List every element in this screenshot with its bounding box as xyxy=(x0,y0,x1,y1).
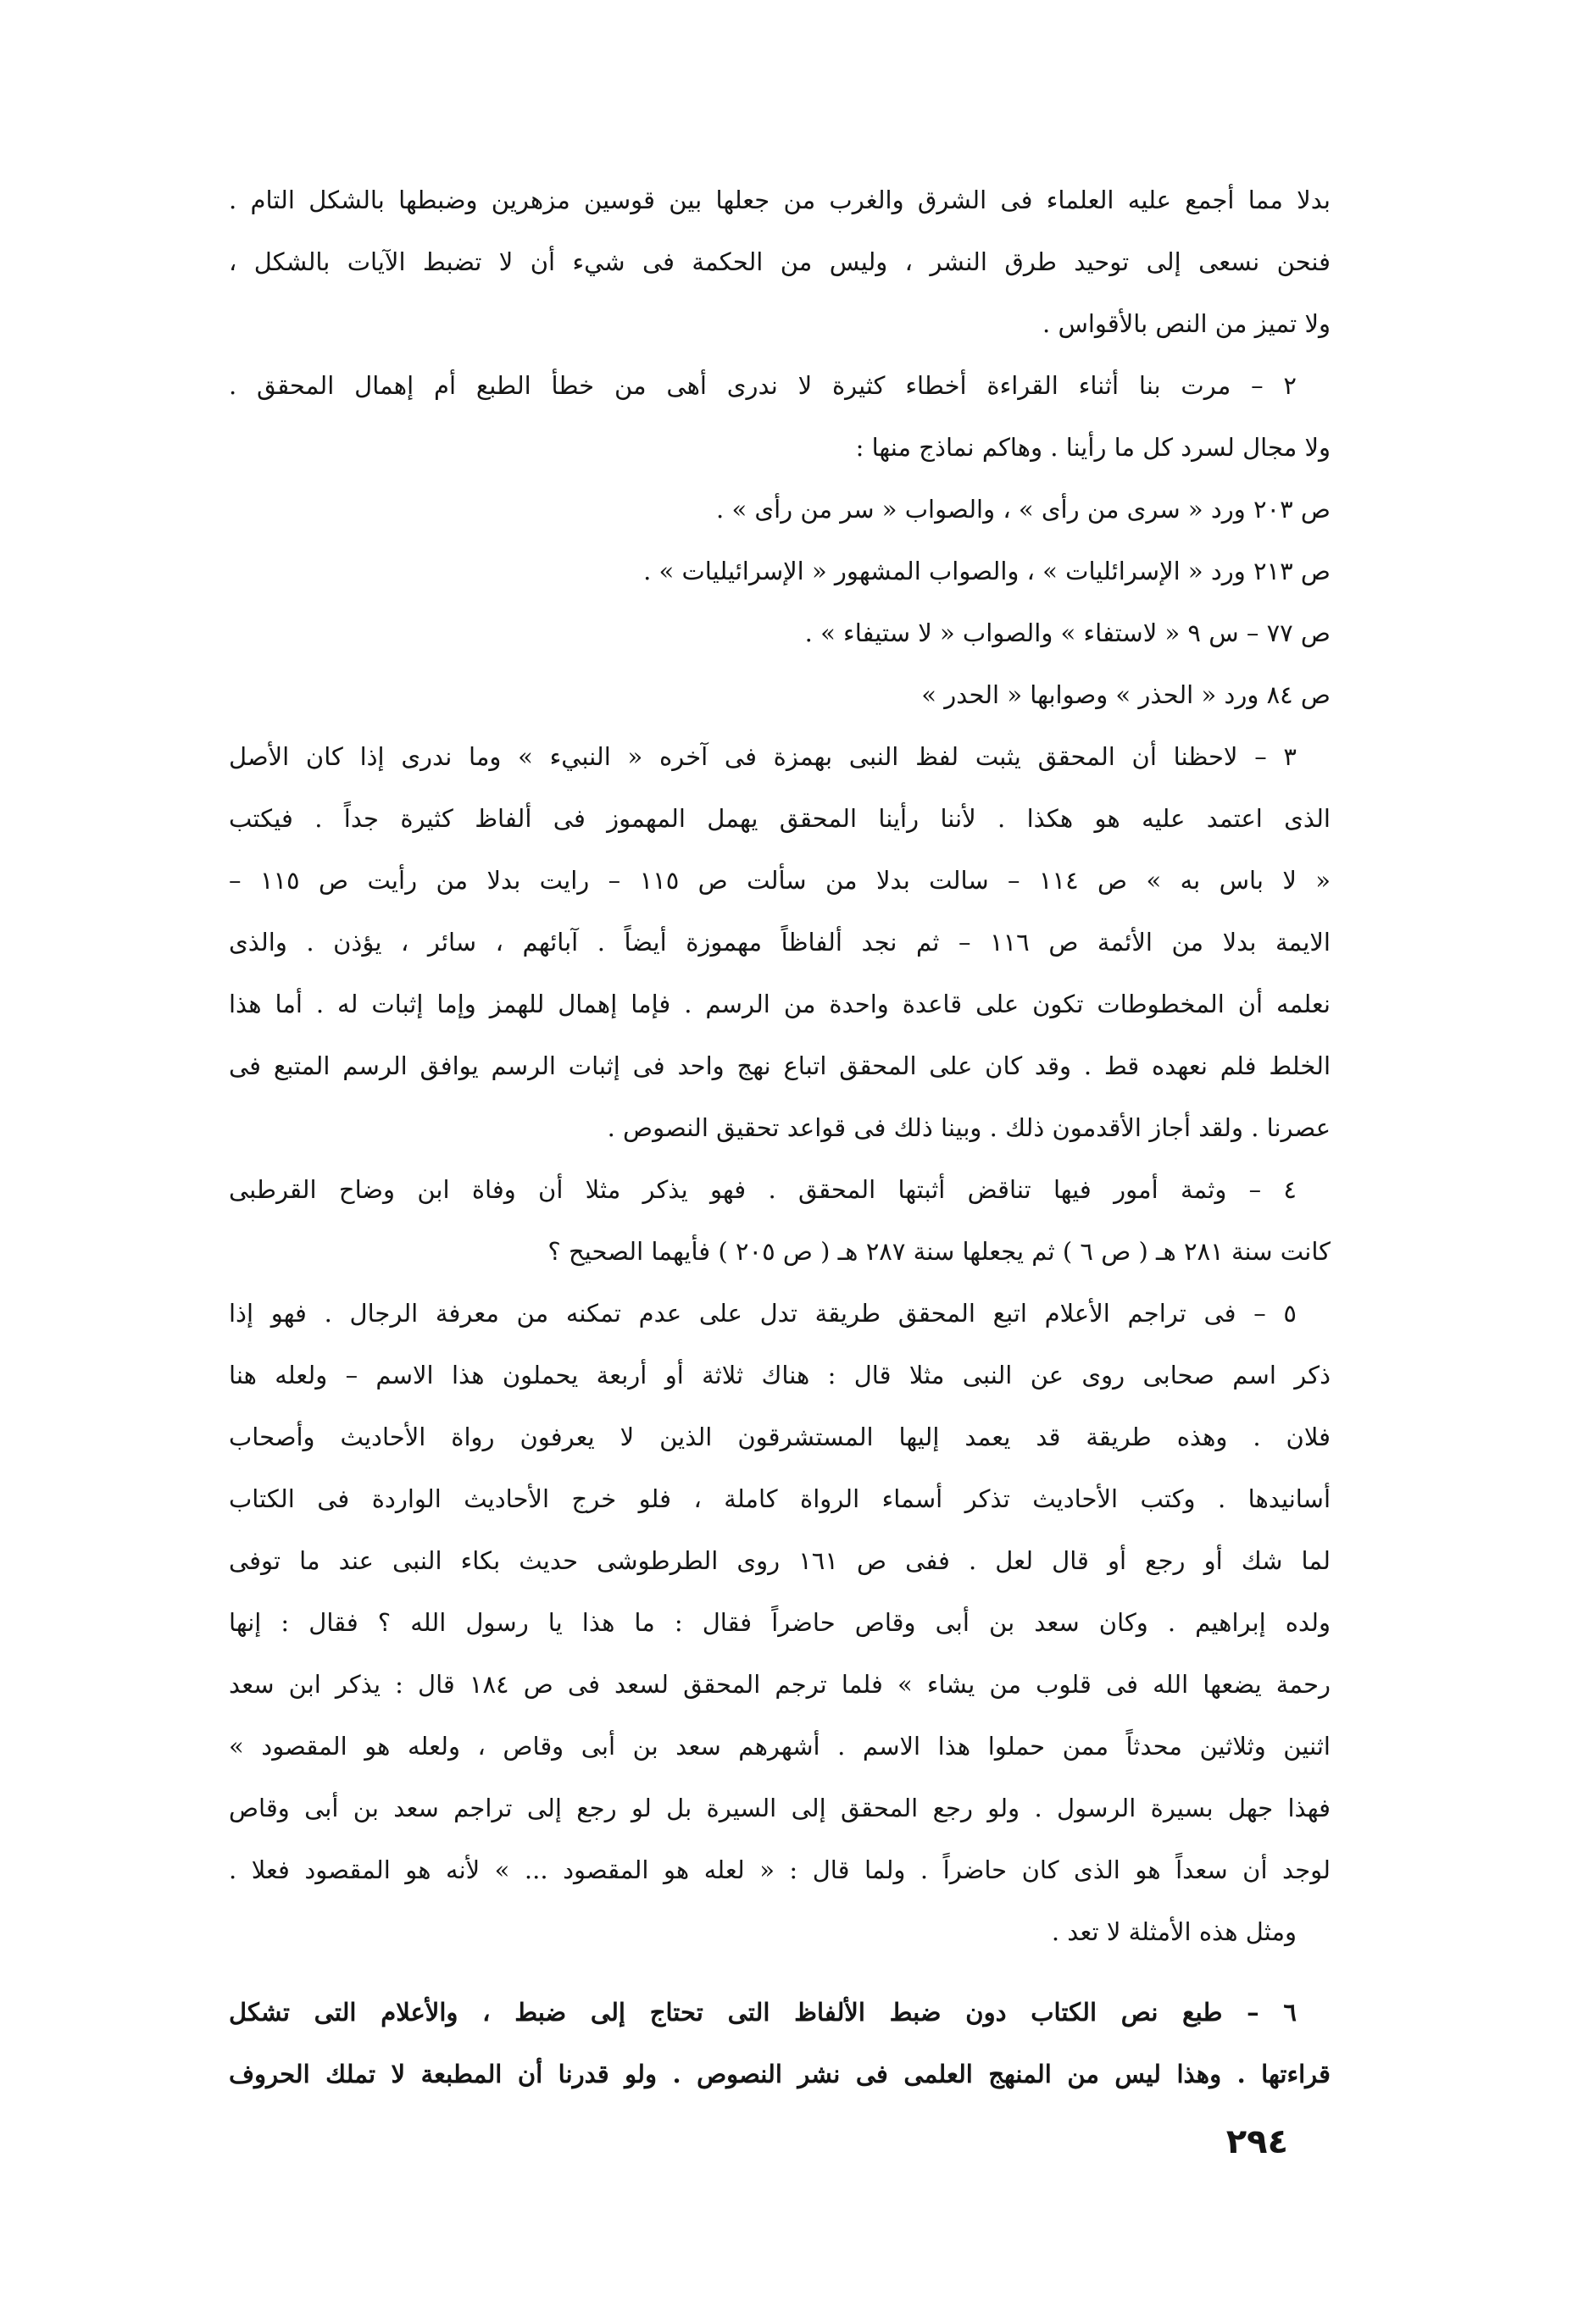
text-line-07: ص ٢١٣ ورد « الإسرائليات » ، والصواب المشهور « الإسرائيليات » . xyxy=(643,557,1331,585)
text-line-02: فنحن نسعى إلى توحيد طرق النشر ، وليس من الحكمة فى شيء أن لا تضبط الآيات بالشكل ، xyxy=(229,247,1331,276)
text-line-14: نعلمه أن المخطوطات تكون على قاعدة واحدة من الرسم . فإما إهمال للهمز وإما إثبات له . أما هذا xyxy=(229,990,1331,1018)
text-line-20: ذكر اسم صحابى روى عن النبى مثلا قال : هناك ثلاثة أو أربعة يحملون هذا الاسم – ولعله هنا xyxy=(229,1361,1331,1389)
text-line-31: قراءتها . وهذا ليس من المنهج العلمى فى نشر النصوص . ولو قدرنا أن المطبعة لا تملك الحروف xyxy=(229,2060,1331,2088)
page-number: ٢٩٤ xyxy=(1225,2122,1288,2161)
text-line-27: فهذا جهل بسيرة الرسول . ولو رجع المحقق إلى السيرة بل لو رجع إلى تراجم سعد بن أبى وقاص xyxy=(229,1794,1331,1822)
text-line-12: « لا باس به » ص ١١٤ – سالت بدلا من سألت ص ١١٥ – رايت بدلا من رأيت ص ١١٥ – xyxy=(229,866,1331,895)
text-line-28: لوجد أن سعداً هو الذى كان حاضراً . ولما قال : « لعله هو المقصود ... » لأنه هو المقصود فعلا . xyxy=(229,1855,1331,1884)
text-line-16: عصرنا . ولقد أجاز الأقدمون ذلك . وبينا ذلك فى قواعد تحقيق النصوص . xyxy=(607,1113,1331,1142)
text-line-10: ٣ – لاحظنا أن المحقق يثبت لفظ النبى بهمزة فى آخره « النبيء » وما ندرى إذا كان الأصل xyxy=(229,742,1297,771)
text-line-30: ٦ – طبع نص الكتاب دون ضبط الألفاظ التى تحتاج إلى ضبط ، والأعلام التى تشكل xyxy=(229,1998,1297,2027)
text-line-13: الايمة بدلا من الأئمة ص ١١٦ – ثم نجد ألفاظاً مهموزة أيضاً . آبائهم ، سائر ، يؤذن . والذى xyxy=(229,928,1331,957)
text-line-08: ص ٧٧ – س ٩ « لاستفاء » والصواب « لا ستيفاء » . xyxy=(804,618,1331,647)
text-line-25: رحمة يضعها الله فى قلوب من يشاء » فلما ترجم المحقق لسعد فى ص ١٨٤ قال : يذكر ابن سعد xyxy=(229,1670,1331,1699)
text-line-05: ولا مجال لسرد كل ما رأينا . وهاكم نماذج منها : xyxy=(855,433,1331,462)
text-line-19: ٥ – فى تراجم الأعلام اتبع المحقق طريقة تدل على عدم تمكنه من معرفة الرجال . فهو إذا xyxy=(229,1299,1297,1328)
text-line-21: فلان . وهذه طريقة قد يعمد إليها المستشرقون الذين لا يعرفون رواة الأحاديث وأصحاب xyxy=(229,1423,1331,1451)
text-line-09: ص ٨٤ ورد « الحذر » وصوابها « الحدر » xyxy=(921,680,1331,709)
body-text xyxy=(229,169,1331,2105)
text-line-24: ولده إبراهيم . وكان سعد بن أبى وقاص حاضراً فقال : ما هذا يا رسول الله ؟ فقال : إنها xyxy=(229,1608,1331,1637)
text-line-06: ص ٢٠٣ ورد « سرى من رأى » ، والصواب « سر من رأى » . xyxy=(716,495,1331,524)
text-line-11: الذى اعتمد عليه هو هكذا . لأننا رأينا المحقق يهمل المهموز فى ألفاظ كثيرة جداً . فيكتب xyxy=(229,804,1331,833)
text-line-17: ٤ – وثمة أمور فيها تناقض أثبتها المحقق . فهو يذكر مثلا أن وفاة ابن وضاح القرطبى xyxy=(229,1175,1297,1204)
text-line-18: كانت سنة ٢٨١ هـ ( ص ٦ ) ثم يجعلها سنة ٢٨٧ هـ ( ص ٢٠٥ ) فأيهما الصحيح ؟ xyxy=(547,1237,1331,1266)
text-line-15: الخلط فلم نعهده قط . وقد كان على المحقق اتباع نهج واحد فى إثبات الرسم يوافق الرسم المتبع فى xyxy=(229,1051,1331,1080)
text-line-03: ولا تميز من النص بالأقواس . xyxy=(1042,309,1331,338)
text-line-01: بدلا مما أجمع عليه العلماء فى الشرق والغرب من جعلها بين قوسين مزهرين وضبطها بالشكل التام . xyxy=(229,186,1331,214)
text-line-23: لما شك أو رجع أو قال لعل . ففى ص ١٦١ روى الطرطوشى حديث بكاء النبى عند ما توفى xyxy=(229,1546,1331,1575)
text-line-04: ٢ – مرت بنا أثناء القراءة أخطاء كثيرة لا ندرى أهى من خطأ الطبع أم إهمال المحقق . xyxy=(229,371,1297,400)
text-line-29: ومثل هذه الأمثلة لا تعد . xyxy=(1051,1917,1297,1946)
text-line-22: أسانيدها . وكتب الأحاديث تذكر أسماء الرواة كاملة ، فلو خرج الأحاديث الواردة فى الكتاب xyxy=(229,1484,1331,1513)
text-line-26: اثنين وثلاثين محدثاً ممن حملوا هذا الاسم . أشهرهم سعد بن أبى وقاص ، ولعله هو المقصود » xyxy=(229,1732,1331,1761)
